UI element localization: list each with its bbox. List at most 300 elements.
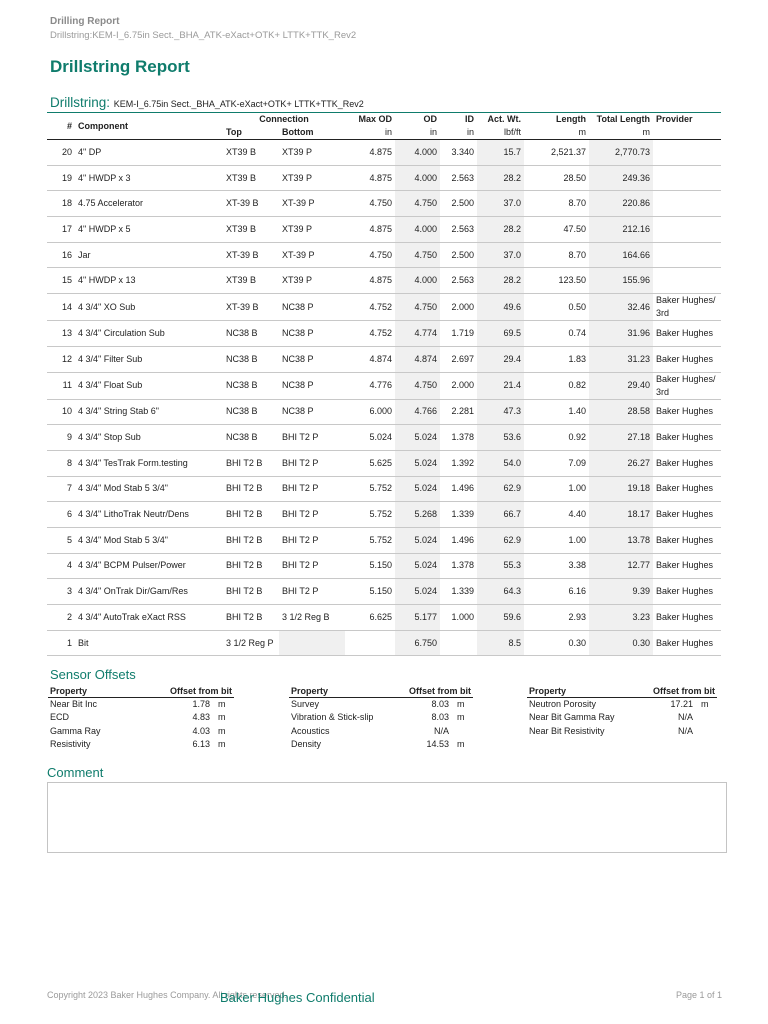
offset-property: ECD xyxy=(50,712,70,723)
unit-max-od: in xyxy=(345,126,395,140)
cell-total: 31.23 xyxy=(589,346,653,372)
cell-num: 13 xyxy=(47,321,75,347)
sensor-offsets-table-2 xyxy=(289,685,473,751)
cell-bottom: XT-39 P xyxy=(279,191,345,217)
cell-wt: 21.4 xyxy=(477,372,524,399)
cell-provider: Baker Hughes xyxy=(653,450,721,476)
offset-row xyxy=(48,698,234,712)
cell-num: 9 xyxy=(47,425,75,451)
cell-provider xyxy=(653,268,721,294)
cell-wt: 28.2 xyxy=(477,165,524,191)
cell-id: 2.563 xyxy=(440,165,477,191)
offset-unit xyxy=(451,725,473,738)
cell-component: 4.75 Accelerator xyxy=(75,191,223,217)
cell-max-od: 5.752 xyxy=(345,476,395,502)
cell-length: 4.40 xyxy=(524,502,589,528)
cell-length: 1.00 xyxy=(524,527,589,553)
offset-row xyxy=(48,725,234,738)
cell-id: 2.000 xyxy=(440,372,477,399)
cell-wt: 64.3 xyxy=(477,579,524,605)
cell-total: 9.39 xyxy=(589,579,653,605)
offset-col-property: Property xyxy=(289,685,396,698)
offset-property: Vibration & Stick-slip xyxy=(291,712,374,723)
cell-provider: Baker Hughes xyxy=(653,605,721,631)
cell-component: 4 3/4" BCPM Pulser/Power xyxy=(75,553,223,579)
cell-top: NC38 B xyxy=(223,399,279,425)
cell-length: 2.93 xyxy=(524,605,589,631)
cell-max-od: 5.752 xyxy=(345,502,395,528)
cell-od: 5.024 xyxy=(395,476,440,502)
cell-length: 0.74 xyxy=(524,321,589,347)
cell-wt: 47.3 xyxy=(477,399,524,425)
offset-value: N/A xyxy=(677,712,693,723)
cell-wt: 29.4 xyxy=(477,346,524,372)
cell-length: 8.70 xyxy=(524,242,589,268)
cell-provider: Baker Hughes xyxy=(653,553,721,579)
offset-unit: m xyxy=(218,712,226,723)
offset-row xyxy=(527,711,717,724)
table-row xyxy=(47,140,721,166)
cell-id: 1.339 xyxy=(440,502,477,528)
cell-total: 12.77 xyxy=(589,553,653,579)
cell-bottom: BHI T2 P xyxy=(279,450,345,476)
cell-max-od: 6.000 xyxy=(345,399,395,425)
offset-value: 17.21 xyxy=(670,699,693,709)
col-header-act-wt: Act. Wt. xyxy=(477,113,524,127)
offset-value: 4.83 xyxy=(192,712,210,723)
cell-wt: 28.2 xyxy=(477,268,524,294)
cell-od: 4.750 xyxy=(395,372,440,399)
offset-unit: m xyxy=(701,699,709,709)
cell-total: 220.86 xyxy=(589,191,653,217)
cell-total: 27.18 xyxy=(589,425,653,451)
cell-wt: 37.0 xyxy=(477,191,524,217)
cell-od: 4.750 xyxy=(395,242,440,268)
cell-bottom: XT39 P xyxy=(279,165,345,191)
cell-id: 2.500 xyxy=(440,242,477,268)
cell-bottom: NC38 P xyxy=(279,294,345,321)
offset-row xyxy=(527,698,717,712)
cell-total: 0.30 xyxy=(589,630,653,656)
col-header-bottom: Bottom xyxy=(279,126,345,140)
cell-wt: 37.0 xyxy=(477,242,524,268)
table-row xyxy=(47,217,721,243)
cell-num: 6 xyxy=(47,502,75,528)
cell-max-od: 4.752 xyxy=(345,294,395,321)
cell-length: 3.38 xyxy=(524,553,589,579)
cell-length: 6.16 xyxy=(524,579,589,605)
drillstring-name: KEM-I_6.75in Sect._BHA_ATK-eXact+OTK+ LTTK+TTK_Rev2 xyxy=(113,99,364,109)
cell-total: 29.40 xyxy=(589,372,653,399)
col-header-connection: Connection xyxy=(223,113,345,127)
sensor-offsets-table-3 xyxy=(527,685,717,738)
cell-bottom: BHI T2 P xyxy=(279,425,345,451)
table-row xyxy=(47,553,721,579)
offset-row xyxy=(289,738,473,751)
cell-bottom: BHI T2 P xyxy=(279,553,345,579)
table-row xyxy=(47,399,721,425)
offset-unit: m xyxy=(457,712,465,723)
cell-provider: Baker Hughes xyxy=(653,579,721,605)
cell-od: 4.750 xyxy=(395,294,440,321)
table-row xyxy=(47,191,721,217)
cell-total: 32.46 xyxy=(589,294,653,321)
cell-length: 1.00 xyxy=(524,476,589,502)
col-header-component: Component xyxy=(75,113,223,140)
cell-component: 4 3/4" Filter Sub xyxy=(75,346,223,372)
cell-id: 1.392 xyxy=(440,450,477,476)
offset-row xyxy=(289,698,473,712)
cell-id: 1.719 xyxy=(440,321,477,347)
cell-max-od: 5.024 xyxy=(345,425,395,451)
cell-num: 17 xyxy=(47,217,75,243)
page-title: Drillstring Report xyxy=(50,57,190,76)
cell-wt: 15.7 xyxy=(477,140,524,166)
table-row xyxy=(47,268,721,294)
cell-provider: Baker Hughes xyxy=(653,425,721,451)
offset-property: Near Bit Gamma Ray xyxy=(529,712,615,723)
offset-row xyxy=(289,725,473,738)
cell-od: 4.766 xyxy=(395,399,440,425)
table-row xyxy=(47,605,721,631)
cell-max-od: 5.625 xyxy=(345,450,395,476)
cell-bottom: BHI T2 P xyxy=(279,476,345,502)
cell-wt: 49.6 xyxy=(477,294,524,321)
table-row xyxy=(47,579,721,605)
offset-unit: m xyxy=(457,738,465,749)
cell-provider: Baker Hughes xyxy=(653,321,721,347)
col-header-provider: Provider xyxy=(653,113,721,140)
footer-page-number: Page 1 of 1 xyxy=(676,990,723,1000)
offset-col-offset: Offset from bit xyxy=(640,685,717,698)
cell-max-od: 5.752 xyxy=(345,527,395,553)
cell-provider xyxy=(653,165,721,191)
cell-id xyxy=(440,630,477,656)
col-header-top: Top xyxy=(223,126,279,140)
cell-component: Bit xyxy=(75,630,223,656)
unit-act-wt: lbf/ft xyxy=(477,126,524,140)
cell-id: 2.000 xyxy=(440,294,477,321)
drillstring-table xyxy=(47,112,721,656)
offset-unit: m xyxy=(218,738,226,749)
cell-length: 2,521.37 xyxy=(524,140,589,166)
cell-bottom: XT39 P xyxy=(279,140,345,166)
cell-id: 2.281 xyxy=(440,399,477,425)
cell-bottom: 3 1/2 Reg B xyxy=(279,605,345,631)
comment-box[interactable] xyxy=(47,782,727,853)
offset-unit: m xyxy=(218,725,226,736)
table-row xyxy=(47,527,721,553)
cell-total: 155.96 xyxy=(589,268,653,294)
cell-component: 4" DP xyxy=(75,140,223,166)
cell-component: 4" HWDP x 3 xyxy=(75,165,223,191)
table-row xyxy=(47,165,721,191)
cell-od: 4.000 xyxy=(395,140,440,166)
cell-provider: Baker Hughes xyxy=(653,502,721,528)
table-row xyxy=(47,242,721,268)
cell-od: 4.000 xyxy=(395,217,440,243)
cell-num: 20 xyxy=(47,140,75,166)
cell-total: 13.78 xyxy=(589,527,653,553)
cell-id: 1.339 xyxy=(440,579,477,605)
cell-provider: Baker Hughes xyxy=(653,346,721,372)
cell-wt: 55.3 xyxy=(477,553,524,579)
cell-top: NC38 B xyxy=(223,372,279,399)
cell-wt: 28.2 xyxy=(477,217,524,243)
cell-top: 3 1/2 Reg P xyxy=(223,630,279,656)
offset-col-property: Property xyxy=(527,685,640,698)
cell-top: XT39 B xyxy=(223,165,279,191)
table-row xyxy=(47,502,721,528)
cell-wt: 54.0 xyxy=(477,450,524,476)
drillstring-label xyxy=(50,95,364,110)
cell-num: 5 xyxy=(47,527,75,553)
cell-bottom: BHI T2 P xyxy=(279,579,345,605)
cell-max-od xyxy=(345,630,395,656)
report-header-title: Drilling Report xyxy=(50,16,120,27)
offset-col-offset: Offset from bit xyxy=(396,685,473,698)
offset-value: 8.03 xyxy=(431,699,449,709)
cell-id: 1.496 xyxy=(440,527,477,553)
unit-id: in xyxy=(440,126,477,140)
offset-row xyxy=(48,738,234,751)
cell-provider xyxy=(653,217,721,243)
offset-value: 4.03 xyxy=(192,725,210,736)
cell-id: 3.340 xyxy=(440,140,477,166)
offset-value: N/A xyxy=(677,725,693,736)
report-header-subtitle: Drillstring:KEM-I_6.75in Sect._BHA_ATK-eXact+OTK+ LTTK+TTK_Rev2 xyxy=(50,30,357,41)
cell-provider xyxy=(653,242,721,268)
offset-unit xyxy=(695,725,717,738)
cell-num: 8 xyxy=(47,450,75,476)
sensor-offsets-title: Sensor Offsets xyxy=(50,667,136,682)
cell-wt: 66.7 xyxy=(477,502,524,528)
cell-top: XT39 B xyxy=(223,217,279,243)
col-header-max-od: Max OD xyxy=(345,113,395,127)
col-header-length: Length xyxy=(524,113,589,127)
table-row xyxy=(47,346,721,372)
cell-total: 164.66 xyxy=(589,242,653,268)
cell-component: 4 3/4" Mod Stab 5 3/4" xyxy=(75,476,223,502)
cell-total: 2,770.73 xyxy=(589,140,653,166)
cell-component: 4 3/4" LithoTrak Neutr/Dens xyxy=(75,502,223,528)
footer-copyright: Copyright 2023 Baker Hughes Company. All rights reserved. xyxy=(47,990,287,1000)
sensor-offsets-table-1 xyxy=(48,685,234,751)
cell-top: BHI T2 B xyxy=(223,553,279,579)
offset-unit: m xyxy=(218,699,226,709)
cell-length: 0.50 xyxy=(524,294,589,321)
cell-bottom: BHI T2 P xyxy=(279,527,345,553)
cell-max-od: 5.150 xyxy=(345,553,395,579)
cell-od: 5.024 xyxy=(395,527,440,553)
cell-bottom: NC38 P xyxy=(279,399,345,425)
cell-total: 28.58 xyxy=(589,399,653,425)
cell-id: 2.500 xyxy=(440,191,477,217)
cell-top: BHI T2 B xyxy=(223,605,279,631)
offset-unit: m xyxy=(457,699,465,709)
cell-provider: Baker Hughes xyxy=(653,630,721,656)
cell-component: 4" HWDP x 13 xyxy=(75,268,223,294)
unit-od: in xyxy=(395,126,440,140)
cell-id: 1.000 xyxy=(440,605,477,631)
drillstring-label-text: Drillstring: xyxy=(50,95,111,110)
cell-id: 1.496 xyxy=(440,476,477,502)
cell-component: 4 3/4" OnTrak Dir/Gam/Res xyxy=(75,579,223,605)
drillstring-rows xyxy=(47,140,721,656)
cell-top: XT39 B xyxy=(223,140,279,166)
offset-property: Survey xyxy=(291,699,320,709)
offset-property: Acoustics xyxy=(291,725,330,736)
cell-num: 18 xyxy=(47,191,75,217)
offset-property: Near Bit Resistivity xyxy=(529,725,605,736)
cell-top: NC38 B xyxy=(223,346,279,372)
cell-provider: Baker Hughes/ 3rd xyxy=(653,294,721,321)
cell-num: 14 xyxy=(47,294,75,321)
table-row xyxy=(47,372,721,399)
cell-od: 4.750 xyxy=(395,191,440,217)
cell-od: 4.774 xyxy=(395,321,440,347)
cell-od: 5.268 xyxy=(395,502,440,528)
cell-component: 4 3/4" XO Sub xyxy=(75,294,223,321)
cell-od: 4.000 xyxy=(395,165,440,191)
cell-length: 0.82 xyxy=(524,372,589,399)
cell-wt: 62.9 xyxy=(477,476,524,502)
cell-total: 249.36 xyxy=(589,165,653,191)
cell-max-od: 4.874 xyxy=(345,346,395,372)
cell-top: XT-39 B xyxy=(223,294,279,321)
cell-od: 5.024 xyxy=(395,450,440,476)
cell-max-od: 4.875 xyxy=(345,165,395,191)
cell-component: Jar xyxy=(75,242,223,268)
cell-wt: 8.5 xyxy=(477,630,524,656)
table-row xyxy=(47,630,721,656)
cell-num: 19 xyxy=(47,165,75,191)
cell-num: 4 xyxy=(47,553,75,579)
cell-length: 1.40 xyxy=(524,399,589,425)
cell-bottom: XT39 P xyxy=(279,217,345,243)
cell-num: 7 xyxy=(47,476,75,502)
cell-component: 4 3/4" String Stab 6" xyxy=(75,399,223,425)
cell-od: 5.177 xyxy=(395,605,440,631)
offset-value: 1.78 xyxy=(192,699,210,709)
cell-num: 11 xyxy=(47,372,75,399)
cell-top: BHI T2 B xyxy=(223,450,279,476)
unit-length: m xyxy=(524,126,589,140)
offset-property: Neutron Porosity xyxy=(529,699,597,709)
cell-od: 5.024 xyxy=(395,553,440,579)
cell-num: 1 xyxy=(47,630,75,656)
cell-od: 4.874 xyxy=(395,346,440,372)
cell-total: 19.18 xyxy=(589,476,653,502)
offset-property: Resistivity xyxy=(50,738,91,749)
table-row xyxy=(47,321,721,347)
offset-row xyxy=(527,725,717,738)
unit-total-length: m xyxy=(589,126,653,140)
offset-property: Density xyxy=(291,738,322,749)
offset-unit xyxy=(695,711,717,724)
cell-provider: Baker Hughes xyxy=(653,527,721,553)
cell-od: 4.000 xyxy=(395,268,440,294)
cell-top: XT-39 B xyxy=(223,191,279,217)
cell-max-od: 4.875 xyxy=(345,268,395,294)
cell-id: 2.563 xyxy=(440,217,477,243)
cell-bottom: NC38 P xyxy=(279,321,345,347)
cell-component: 4 3/4" Circulation Sub xyxy=(75,321,223,347)
cell-max-od: 4.752 xyxy=(345,321,395,347)
cell-length: 0.92 xyxy=(524,425,589,451)
cell-bottom xyxy=(279,630,345,656)
cell-top: NC38 B xyxy=(223,425,279,451)
cell-max-od: 4.875 xyxy=(345,217,395,243)
cell-bottom: NC38 P xyxy=(279,372,345,399)
cell-provider xyxy=(653,140,721,166)
cell-provider: Baker Hughes xyxy=(653,476,721,502)
cell-num: 16 xyxy=(47,242,75,268)
cell-top: BHI T2 B xyxy=(223,579,279,605)
offset-property: Gamma Ray xyxy=(50,725,101,736)
offset-value: N/A xyxy=(433,725,449,736)
cell-id: 2.697 xyxy=(440,346,477,372)
offset-value: 6.13 xyxy=(192,738,210,749)
table-row xyxy=(47,294,721,321)
cell-bottom: XT-39 P xyxy=(279,242,345,268)
cell-num: 12 xyxy=(47,346,75,372)
cell-component: 4 3/4" TesTrak Form.testing xyxy=(75,450,223,476)
cell-length: 7.09 xyxy=(524,450,589,476)
cell-od: 5.024 xyxy=(395,579,440,605)
cell-length: 0.30 xyxy=(524,630,589,656)
cell-length: 28.50 xyxy=(524,165,589,191)
cell-provider: Baker Hughes/ 3rd xyxy=(653,372,721,399)
cell-total: 3.23 xyxy=(589,605,653,631)
cell-top: BHI T2 B xyxy=(223,502,279,528)
cell-top: BHI T2 B xyxy=(223,527,279,553)
offset-col-offset: Offset from bit xyxy=(139,685,234,698)
cell-od: 6.750 xyxy=(395,630,440,656)
offset-row xyxy=(289,711,473,724)
table-row xyxy=(47,476,721,502)
offset-value: 14.53 xyxy=(426,738,449,749)
col-header-total-length: Total Length xyxy=(589,113,653,127)
cell-id: 1.378 xyxy=(440,425,477,451)
cell-top: NC38 B xyxy=(223,321,279,347)
cell-component: 4 3/4" Stop Sub xyxy=(75,425,223,451)
table-row xyxy=(47,450,721,476)
cell-total: 31.96 xyxy=(589,321,653,347)
cell-provider: Baker Hughes xyxy=(653,399,721,425)
cell-length: 47.50 xyxy=(524,217,589,243)
cell-total: 18.17 xyxy=(589,502,653,528)
cell-top: XT-39 B xyxy=(223,242,279,268)
cell-max-od: 4.776 xyxy=(345,372,395,399)
cell-num: 10 xyxy=(47,399,75,425)
col-header-od: OD xyxy=(395,113,440,127)
cell-component: 4" HWDP x 5 xyxy=(75,217,223,243)
cell-wt: 53.6 xyxy=(477,425,524,451)
cell-top: XT39 B xyxy=(223,268,279,294)
cell-bottom: NC38 P xyxy=(279,346,345,372)
cell-wt: 59.6 xyxy=(477,605,524,631)
cell-component: 4 3/4" Mod Stab 5 3/4" xyxy=(75,527,223,553)
cell-max-od: 4.750 xyxy=(345,191,395,217)
cell-max-od: 4.750 xyxy=(345,242,395,268)
offset-property: Near Bit Inc xyxy=(50,699,98,709)
cell-od: 5.024 xyxy=(395,425,440,451)
cell-length: 1.83 xyxy=(524,346,589,372)
cell-num: 2 xyxy=(47,605,75,631)
cell-provider xyxy=(653,191,721,217)
footer-confidential: Baker Hughes Confidential xyxy=(220,990,375,1005)
